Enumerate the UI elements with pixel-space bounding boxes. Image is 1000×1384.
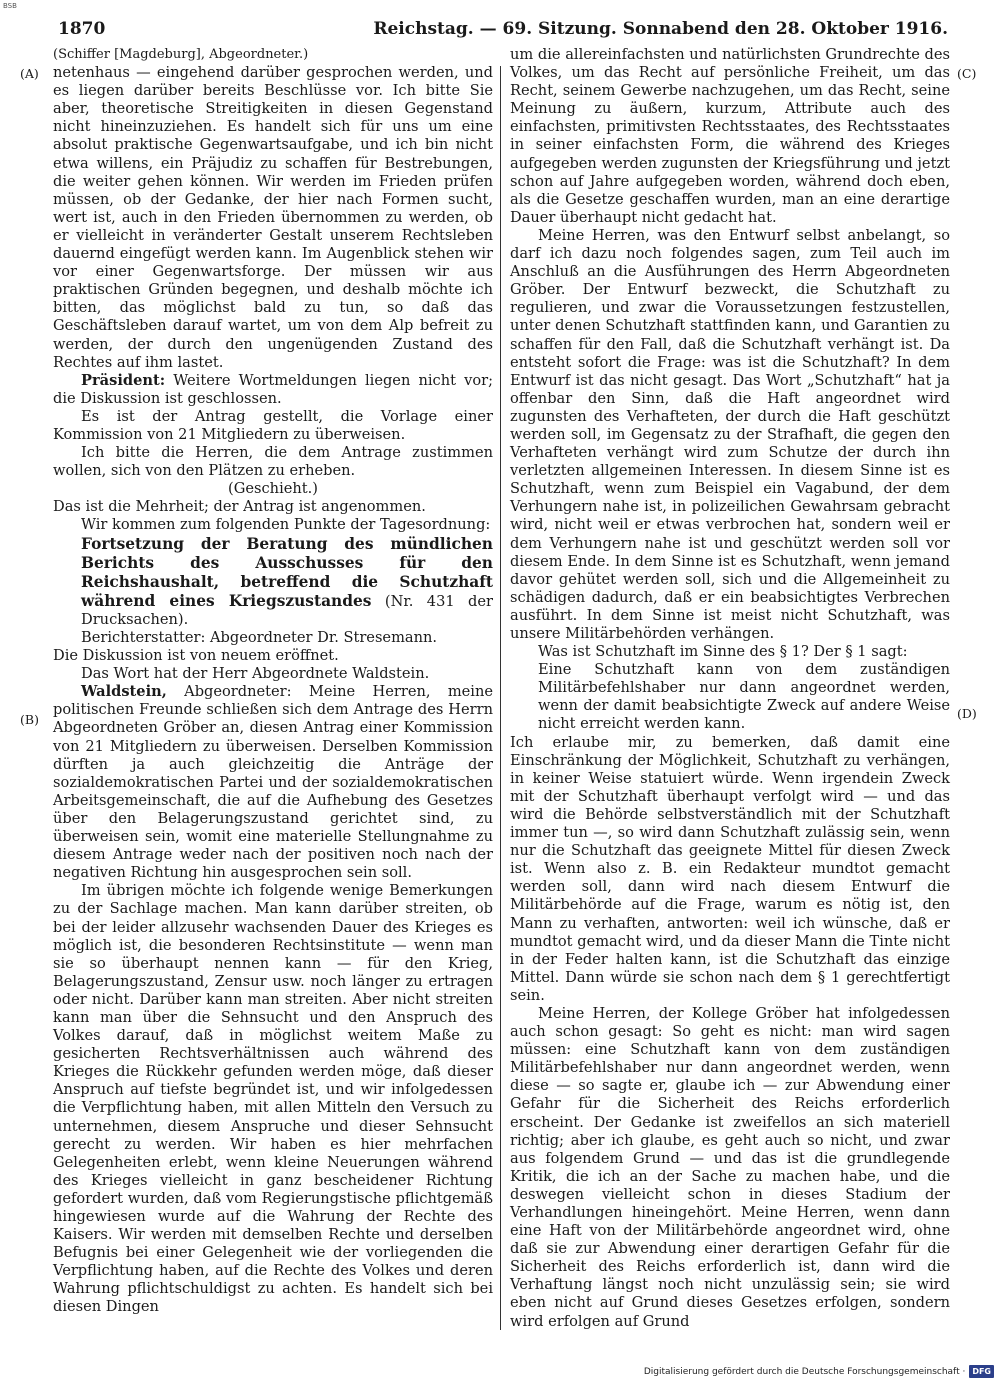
margin-marker-c: (C) (957, 66, 977, 81)
credit-text: Digitalisierung gefördert durch die Deutsche Forschungsgemeinschaft · (643, 1366, 966, 1377)
paragraph: Es ist der Antrag gestellt, die Vorlage einer Kommission von 21 Mitgliedern zu überweisen. (53, 407, 493, 443)
page-number: 1870 (58, 19, 106, 39)
margin-marker-b: (B) (20, 712, 39, 727)
margin-marker-a: (A) (20, 66, 39, 81)
agenda-item-ref: (Nr. 431 der Drucksachen). (81, 592, 494, 628)
agenda-item (53, 535, 493, 629)
paragraph: Was ist Schutzhaft im Sinne des § 1? Der § 1 sagt: (538, 643, 908, 661)
speaker-continuation: (Schiffer [Magdeburg], Abgeordneter.) (53, 47, 309, 62)
agenda-item-title: Fortsetzung der Beratung des mündlichen Berichts des Ausschusses für den Reichshaushalt, betreffend die Schutzhaft während eines Kriegszustandes (81, 534, 493, 610)
president-paragraph (53, 372, 493, 408)
library-stamp: BSB (3, 2, 17, 10)
waldstein-paragraph (53, 683, 493, 882)
paragraph: Meine Herren, was den Entwurf selbst anbelangt, so darf ich dazu noch folgendes sagen, zum Teil auch im Anschluß an die Ausführungen des Herrn Abgeordneten Gröber. Der Entwurf bezweckt, die Schutzhaft zu regulieren, und zwar die Voraussetzungen festzustellen, unter denen Schutzhaft stattfinden kann, und Garantien zu schaffen für den Fall, daß die Schutzhaft verhängt ist. Da entsteht sofort die Frage: was ist die Schutzhaft? In dem Entwurf ist das nicht gesagt. Das Wort „Schutzhaft“ hat ja offenbar den Sinn, daß die Haft angeordnet wird zugunsten des Verhafteten, der durch die Haft geschützt werden soll, im Gegensatz zu der Strafhaft, die gegen den Verhafteten verhängt wird zum Schutze der durch ihn verletzten allgemeinen Interessen. In diesem Sinne ist es Schutzhaft, wenn zum Beispiel ein Vagabund, der dem Verhungern nahe ist, in polizeilichen Gewahrsam gebracht wird, nicht weil er etwas verbrochen hat, sondern weil er dem Verhungern nahe ist und geschützt werden soll vor diesem Ende. In dem Sinne ist es Schutzhaft, wenn jemand davor gehütet werden soll, sich und die Allgemeinheit zu schädigen dadurch, daß er ein beabsichtigtes Verbrechen ausführt. In dem Sinne ist meist nicht Schutzhaft, was unsere Militärbehörden verhängen. (510, 226, 950, 642)
paragraph: Berichterstatter: Abgeordneter Dr. Stresemann. (81, 629, 438, 646)
paragraph: netenhaus — eingehend darüber gesprochen werden, und es liegen darüber bereits Beschlüsse vor. Ich bitte Sie aber, theoretische Streitigkeiten in diesen Gegenstand nicht hineinzuziehen. Es handelt sich für uns um eine absolut praktische Gegenwartsaufgabe, und ich bin nicht etwa willens, ein Präjudiz zu schaffen für Bestrebungen, die weiter gehen können. Wir werden im Frieden prüfen müssen, ob der Gedanke, der hier nach Formen sucht, wert ist, auch in den Frieden übernommen zu werden, ob er vielleicht in veränderter Gestalt unserem Rechtsleben dauernd eingefügt werden kann. Im Augenblick stehen wir vor einer Gegenwartsforge. Der müssen wir aus praktischen Gründen begegnen, und deshalb möchte ich bitten, das möglichst bald zu tun, so daß das Geschäftsleben darauf wartet, um von dem Alp befreit zu werden, der durch den ungenügenden Zustand des Rechtes auf ihm lastet. (53, 64, 493, 371)
law-quote: Eine Schutzhaft kann von dem zuständigen Militärbefehlshaber nur dann angeordnet werden, wenn der damit beabsichtigte Zweck auf andere Weise nicht erreicht werden kann. (538, 661, 950, 733)
page-header (58, 16, 948, 42)
paragraph-text: Weitere Wortmeldungen liegen nicht vor; die Diskussion ist geschlossen. (53, 371, 494, 407)
paragraph: Die Diskussion ist von neuem eröffnet. (53, 647, 339, 665)
paragraph: Meine Herren, der Kollege Gröber hat infolgedessen auch schon gesagt: So geht es nicht: man wird sagen müssen: eine Schutzhaft kann von dem zuständigen Militärbefehlshaber nur dann angeordnet werden, wenn diese — so sagte er, glaube ich — zur Abwendung einer Gefahr für die Sicherheit des Reichs erforderlich erscheint. Der Gedanke ist zweifellos an sich materiell richtig; aber ich glaube, es geht auch so nicht, und zwar aus folgendem Grund — und das ist die grundlegende Kritik, die ich an der Sache zu machen habe, und die deswegen vielleicht schon in dieses Stadium der Verhandlungen hineingehört. Meine Herren, wenn dann eine Haft von der Militärbehörde angeordnet wird, ohne daß sie zur Abwendung einer derartigen Gefahr für die Sicherheit des Reichs erforderlich ist, dann wird die Verhaftung längst noch nicht unzulässig sein; sie wird eben nicht auf Grund dieses Gesetzes erfolgen, sondern wird erfolgen auf Grund (510, 1004, 950, 1330)
paragraph: Ich bitte die Herren, die dem Antrage zustimmen wollen, sich von den Plätzen zu erheben. (53, 444, 493, 480)
paragraph-text: Abgeordneter: Meine Herren, meine politischen Freunde schließen sich dem Antrage des Herrn Abgeordneten Gröber an, diesen Antrag einer Kommission von 21 Mitgliedern zu überweisen. Derselben Kommission dürften ja auch gleichzeitig die Anträge der sozialdemokratischen Partei und der sozialdemokratischen Arbeitsgemeinschaft, die auf die Aufhebung des Gesetzes über den Belagerungszustand gerichtet sind, zu überweisen sein, womit eine materielle Stellungnahme zu diesem Antrage weder nach der positiven noch nach der negativen Richtung hin ausgesprochen sein soll. (53, 683, 494, 882)
right-column (510, 46, 950, 1331)
paragraph: Das ist die Mehrheit; der Antrag ist angenommen. (53, 498, 426, 516)
left-column (53, 46, 493, 1317)
margin-marker-d: (D) (957, 706, 977, 721)
digitization-credit (644, 1365, 994, 1378)
paragraph: Ich erlaube mir, zu bemerken, daß damit eine Einschränkung der Möglichkeit, Schutzhaft zu verhängen, in keiner Weise statuiert würde. Wenn irgendein Zweck mit der Schutzhaft überhaupt verfolgt wird — und das wird die Behörde selbstverständlich mit der Schutzhaft immer tun —, so wird dann Schutzhaft zulässig sein, wenn nur die Schutzhaft das geeignete Mittel für diesen Zweck ist. Wenn also z. B. ein Redakteur mundtot gemacht werden soll, dann wird nach diesem Entwurf die Militärbehörde auf die Frage, warum es nötig ist, den Mann zu verhaften, antworten: weil ich wünsche, daß er mundtot gemacht wird, und da dieser Mann die Tinte nicht in der Feder halten kann, ist die Schutzhaft das einzige Mittel. Dann würde sie schon nach dem § 1 gerechtfertigt sein. (510, 733, 950, 1004)
paragraph: um die allereinfachsten und natürlichsten Grundrechte des Volkes, um das Recht auf persönliche Freiheit, um das Recht, seinem Gewerbe nachzugehen, um das Recht, seine Meinung zu äußern, kurzum, Attribute auch des einfachsten, primitivsten Rechtsstaates, des Rechtsstaates in seiner einfachsten Form, die während des Krieges aufgegeben werden zugunsten der Kriegsführung und jetzt schon auf Jahre aufgegeben worden, während doch eben, als die Gesetze geschaffen wurden, man an eine derartige Dauer überhaupt nicht gedacht hat. (510, 46, 950, 226)
speaker-label: Präsident: (81, 371, 166, 389)
page-title: Reichstag. — 69. Sitzung. Sonnabend den 28. Oktober 1916. (373, 19, 948, 39)
paragraph: Das Wort hat der Herr Abgeordnete Waldstein. (81, 665, 430, 683)
stage-direction: (Geschieht.) (228, 480, 318, 498)
column-divider (500, 66, 501, 1330)
speaker-label: Waldstein, (81, 683, 167, 701)
paragraph: Im übrigen möchte ich folgende wenige Bemerkungen zu der Sachlage machen. Man kann darüber streiten, ob bei der leider allzusehr wachsenden Dauer des Krieges es möglich ist, die besonderen Rechtsinstitute — wenn man sie so überhaupt nennen kann — für den Krieg, Belagerungszustand, Zensur usw. noch länger zu ertragen oder nicht. Darüber kann man streiten. Aber nicht streiten kann man über die Sehnsucht und den Anspruch des Volkes darauf, daß in möglichst weitem Maße zu gesicherten Rechtsverhältnissen auch während des Krieges die Rückkehr gefunden werden möge, daß dieser Anspruch auf tiefste begründet ist, und wir infolgedessen die Verpflichtung haben, mit allen Mitteln den Versuch zu unternehmen, diesem Anspruche und dieser Sehnsucht gerecht zu werden. Wir haben es hier mehrfachen Gelegenheiten erlebt, wenn kleine Neuerungen während des Krieges vielleicht in ganz bescheidener Richtung gefordert wurden, daß vom Regierungstische pflichtgemäß hingewiesen wurde auf die Wahrung der Rechte des Kaisers. Wir werden mit demselben Rechte und derselben Befugnis bei einer Gelegenheit wie der vorliegenden die Verpflichtung haben, auf die Rechte des Volkes und deren Wahrung pflichtschuldigst zu achten. Es handelt sich bei diesen Dingen (53, 882, 493, 1316)
paragraph: Wir kommen zum folgenden Punkte der Tagesordnung: (81, 516, 491, 534)
dfg-logo: DFG (969, 1365, 994, 1378)
